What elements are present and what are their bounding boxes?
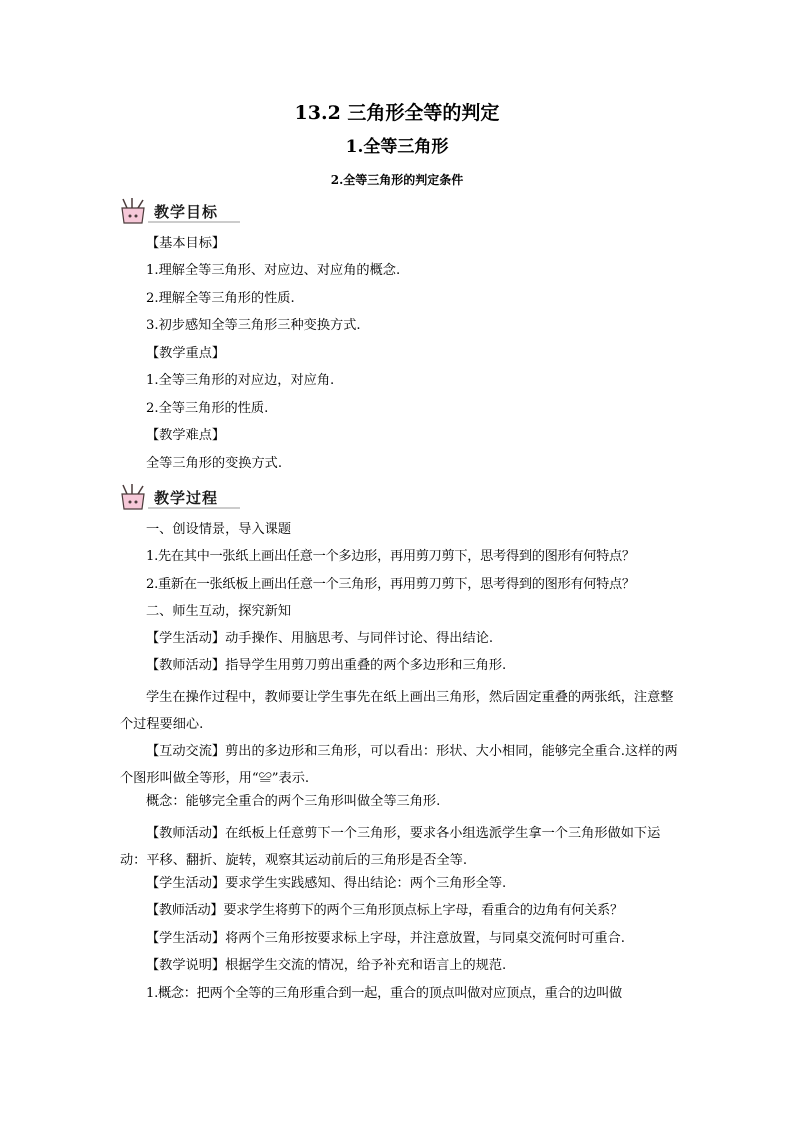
text-line: 【教学重点】 [146, 346, 226, 361]
text-paragraph: 【互动交流】剪出的多边形和三角形，可以看出：形状、大小相同，能够完全重合.这样的两个图形叫做全等形，用“≌”表示. [120, 744, 678, 786]
text-line: 【教学说明】根据学生交流的情况，给予补充和语言上的规范. [146, 958, 507, 973]
text-line: 3.初步感知全等三角形三种变换方式. [146, 318, 361, 333]
text-line: 1.全等三角形的对应边，对应角. [146, 373, 335, 388]
text-line: 【教师活动】要求学生将剪下的两个三角形顶点标上字母，看重合的边角有何关系？ [146, 903, 623, 918]
text-line: 【学生活动】将两个三角形按要求标上字母，并注意放置，与同桌交流何时可重合. [146, 931, 625, 946]
text-paragraph: 【教师活动】在纸板上任意剪下一个三角形，要求各小组选派学生拿一个三角形做如下运动：平移、翻折、旋转，观察其运动前后的三角形是否全等. [120, 826, 661, 868]
text-line: 【教学难点】 [146, 428, 226, 443]
text-line: 2.理解全等三角形的性质. [146, 291, 295, 306]
section-heading-process [118, 484, 242, 510]
text-line: 2.全等三角形的性质. [146, 401, 269, 416]
text-paragraph: 学生在操作过程中，教师要让学生事先在纸上画出三角形，然后固定重叠的两张纸，注意整个过程要细心. [120, 690, 674, 732]
section-heading-text: 教学目标 [154, 203, 219, 221]
text-line: 1.先在其中一张纸上画出任意一个多边形，再用剪刀剪下，思考得到的图形有何特点？ [146, 549, 635, 564]
text-line: 【学生活动】动手操作、用脑思考、与同伴讨论、得出结论. [146, 631, 494, 646]
text-line: 2.重新在一张纸板上画出任意一个三角形，再用剪刀剪下，思考得到的图形有何特点？ [146, 577, 635, 592]
text-line: 一、创设情景，导入课题 [146, 522, 292, 537]
text-line: 概念：能够完全重合的两个三角形叫做全等三角形. [146, 794, 441, 809]
text-line: 1.概念：把两个全等的三角形重合到一起，重合的顶点叫做对应顶点，重合的边叫做 [146, 986, 622, 1001]
section-heading-goals [118, 198, 242, 224]
section-title: 1.全等三角形 [345, 137, 449, 157]
text-line: 【基本目标】 [146, 236, 226, 251]
text-line: 二、师生互动，探究新知 [146, 604, 292, 619]
text-line: 【学生活动】要求学生实践感知、得出结论：两个三角形全等. [146, 876, 507, 891]
text-line: 1.理解全等三角形、对应边、对应角的概念. [146, 263, 401, 278]
text-line: 【教师活动】指导学生用剪刀剪出重叠的两个多边形和三角形. [146, 658, 507, 673]
subsection-title: 2.全等三角形的判定条件 [330, 173, 464, 187]
text-line: 全等三角形的变换方式. [146, 456, 283, 471]
page-title: 13.2 三角形全等的判定 [294, 102, 500, 124]
section-heading-text: 教学过程 [154, 489, 219, 507]
